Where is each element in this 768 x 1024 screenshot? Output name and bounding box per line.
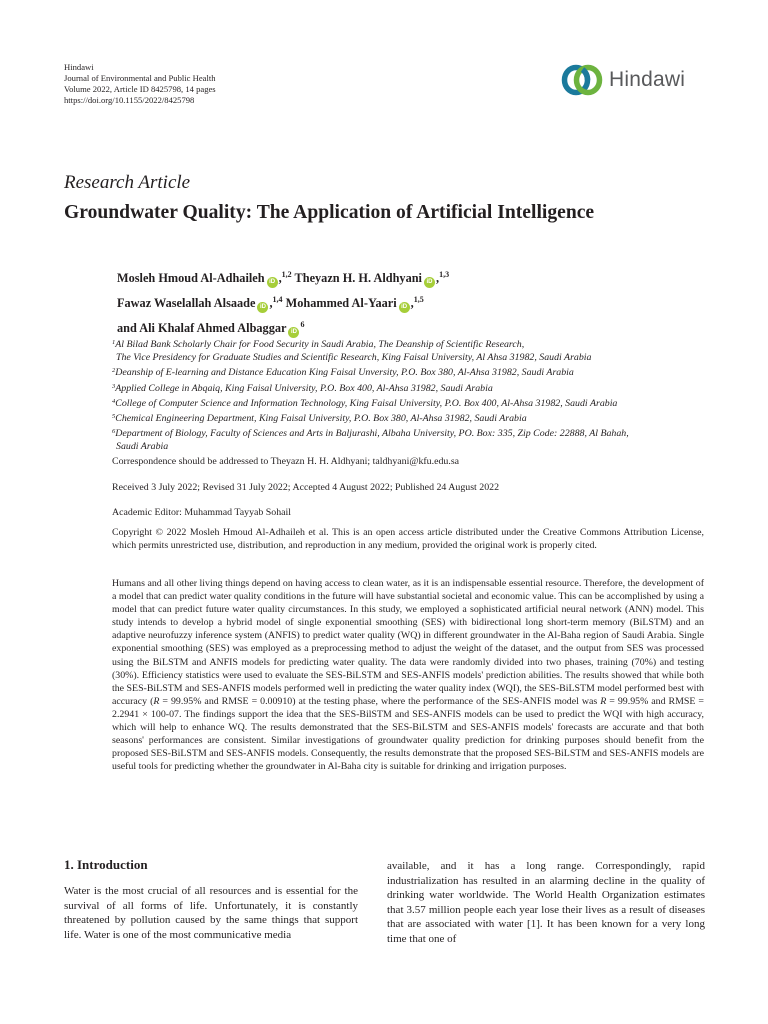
copyright-notice: Copyright © 2022 Mosleh Hmoud Al-Adhaileh et al. This is an open access article distributed under the Creative Commons Attribution License, which permits unrestricted use, distribution, and reproduction in any medium, provided the original work is properly cited. <box>112 527 704 552</box>
affiliation-list <box>112 336 629 454</box>
hindawi-logo <box>560 62 685 98</box>
abstract-text: Humans and all other living things depend on having access to clean water, as it is an indispensable essential resource. Therefore, the development of a model that can predict water quality conditions in the future will have substantial societal and economic value. This can be accomplished by using a model that can predict future water quality circumstances. In this study, we employed a sophisticated artificial neural network (ANN) model. This study intends to develop a hybrid model of single exponential smoothing (SES) with bidirectional long short-term memory (BiLSTM) and an adaptive neurofuzzy inference system (ANFIS) to predict water quality (WQ) in different groundwater in the Al-Baha region of Saudi Arabia. Single exponential smoothing (SES) was employed as a preprocessing method to adjust the weight of the dataset, and the output from SES was processed using the BiLSTM and ANFIS models for predicting water quality. The data were randomly divided into two phases, training (70%) and testing (30%). Efficiency statistics were used to evaluate the SES-BiLSTM and SES-ANFIS models' prediction abilities. The results showed that while both the SES-BiLSTM and SES-ANFIS models performed well in predicting the water quality index (WQI), the SES-BiLSTM model performed best with accuracy ( <box>112 578 704 707</box>
author-name[interactable]: Fawaz Waselallah Alsaade <box>117 296 256 310</box>
hindawi-rings-icon <box>560 62 604 98</box>
volume-info: Volume 2022, Article ID 8425798, 14 pages <box>64 84 216 94</box>
orcid-icon[interactable]: iD <box>288 327 299 338</box>
affiliation-number: 5 <box>112 413 116 421</box>
affiliation-item <box>112 336 629 351</box>
academic-editor: Academic Editor: Muhammad Tayyab Sohail <box>112 507 292 518</box>
orcid-icon[interactable]: iD <box>424 277 435 288</box>
author-affiliation-ref: 1,3 <box>439 270 450 279</box>
author-name[interactable]: Mosleh Hmoud Al-Adhaileh <box>117 271 265 285</box>
orcid-icon[interactable]: iD <box>257 302 268 313</box>
abstract <box>112 577 704 773</box>
author-name[interactable]: Mohammed Al-Yaari <box>285 296 397 310</box>
affiliation-item <box>112 380 629 395</box>
affiliation-item <box>112 364 629 379</box>
journal-header <box>64 62 216 106</box>
affiliation-continuation: The Vice Presidency for Graduate Studies and Scientific Research, King Faisal University, Al Ahsa 31982, Saudi Arabia <box>116 352 592 364</box>
affiliation-continuation: Saudi Arabia <box>116 441 169 453</box>
author-affiliation-ref: 1,2 <box>281 270 292 279</box>
affiliation-number: 1 <box>112 339 116 346</box>
journal-name: Journal of Environmental and Public Health <box>64 73 216 83</box>
affiliation-item <box>112 425 629 440</box>
author-list: Mosleh Hmoud Al-Adhaileh iD ,$^{1,2}$ Theyazn H. H. Aldhyani iD ,$^{1,3}$ Fawaz Waselallah Alsaade iD ,$^{1,4}$ Mohammed Al-Yaari iD ,$^{1,5}$ and Ali Khalaf Ahmed Albaggar $iD^6$ <box>117 264 449 339</box>
publisher-name: Hindawi <box>64 62 94 72</box>
affiliation-item <box>112 410 629 425</box>
affiliation-number: 2 <box>112 367 116 375</box>
author-affiliation-ref: 1,4 <box>272 295 283 304</box>
author-name[interactable]: Theyazn H. H. Aldhyani <box>294 271 422 285</box>
orcid-icon[interactable]: iD <box>399 302 410 313</box>
author-affiliation-ref: 6 <box>300 320 305 329</box>
affiliation-text: Applied College in Abqaiq, King Faisal University, P.O. Box 400, Al-Ahsa 31982, Saudi Arabia <box>115 382 493 394</box>
article-title: Groundwater Quality: The Application of Artificial Intelligence <box>64 202 595 223</box>
affiliation-item <box>112 395 629 410</box>
author-name[interactable]: and Ali Khalaf Ahmed Albaggar <box>117 321 287 335</box>
affiliation-text: Al Bilad Bank Scholarly Chair for Food Security in Saudi Arabia, The Deanship of Scientific Research, <box>115 339 525 350</box>
abstract-text: = 99.95% and RMSE = 0.00910) at the testing phase, where the performance of the SES-ANFIS model was <box>159 695 601 707</box>
affiliation-text: College of Computer Science and Information Technology, King Faisal University, P.O. Box 400, Al-Ahsa 31982, Saudi Arabia <box>115 397 618 409</box>
introduction-column-left: Water is the most crucial of all resources and is essential for the survival of all forms of life. Unfortunately, it is constantly threatened by pollution caused by the same things that support life. Water is one of the most communicative media <box>64 885 358 941</box>
affiliation-text: Department of Biology, Faculty of Sciences and Arts in Baljurashi, Albaha University, PO. Box: 335, Zip Code: 22888, Al Bahah, <box>115 428 629 440</box>
affiliation-number: 3 <box>112 382 116 390</box>
r-symbol: R <box>153 695 160 707</box>
affiliation-number: 6 <box>112 428 116 436</box>
r-symbol: R <box>600 695 607 707</box>
article-type: Research Article <box>64 172 191 193</box>
affiliation-text: Chemical Engineering Department, King Faisal University, P.O. Box 380, Al-Ahsa 31982, Saudi Arabia <box>115 413 527 425</box>
publication-dates: Received 3 July 2022; Revised 31 July 2022; Accepted 4 August 2022; Published 24 August 2022 <box>112 482 500 493</box>
introduction-column-right: available, and it has a long range. Correspondingly, rapid industrialization has resulted in an alarming decline in the quality of drinking water worldwide. The World Health Organization estimates that 3.57 million people each year lose their lives as a result of diseases that are associated with water [1]. It has been known for a very long time that one of <box>387 860 705 945</box>
author-affiliation-ref: 1,5 <box>413 295 424 304</box>
affiliation-number: 4 <box>112 397 116 405</box>
abstract-text: = 99.95% and RMSE = 2.2941 × 100-07. The findings support the idea that the SES-BilSTM and SES-ANFIS models can be used to predict the WQI with high accuracy, which will help to enhance WQ. The results demonstrated that the SES-BiLSTM and SES-ANFIS models' forecasts are accurate and that both seasons' performances are consistent. Similar investigations of groundwater quality prediction for drinking purposes should benefit from the proposed SES-BiLSTM and SES-ANFIS models. Consequently, the results demonstrate that the proposed SES-BiLSTM and SES-ANFIS models are useful tools for predicting whether the groundwater in Al-Baha city is suitable for drinking and irrigation purposes. <box>112 695 705 773</box>
orcid-icon[interactable]: iD <box>267 277 278 288</box>
section-heading-introduction: 1. Introduction <box>64 857 148 872</box>
logo-text: Hindawi <box>609 68 686 91</box>
doi-link[interactable]: https://doi.org/10.1155/2022/8425798 <box>64 95 195 105</box>
affiliation-text: Deanship of E-learning and Distance Education King Faisal Unversity, P.O. Box 380, Al-Ahsa 31982, Saudi Arabia <box>115 367 574 379</box>
correspondence: Correspondence should be addressed to Theyazn H. H. Aldhyani; taldhyani@kfu.edu.sa <box>112 456 460 467</box>
